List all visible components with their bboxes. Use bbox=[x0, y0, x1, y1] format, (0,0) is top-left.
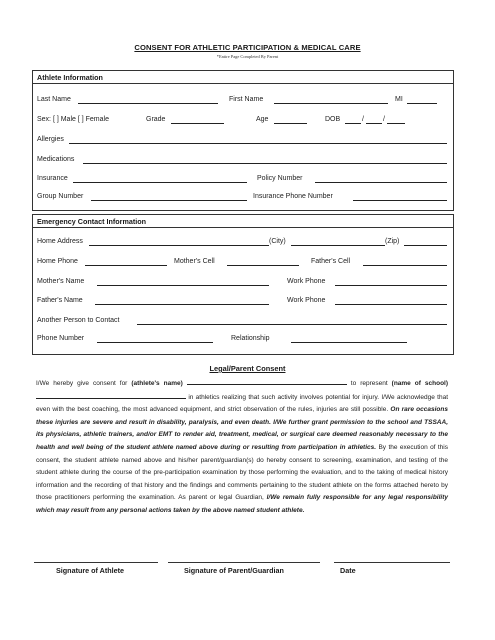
athlete-signature-label: Signature of Athlete bbox=[56, 566, 125, 575]
contact-phone-field[interactable] bbox=[97, 342, 213, 343]
dob-label: DOB bbox=[325, 116, 341, 123]
form-subtitle: *Entire Page Completed By Parent bbox=[216, 54, 279, 59]
home-address-label: Home Address bbox=[37, 238, 83, 245]
mothers-work-phone-label: Work Phone bbox=[287, 278, 326, 285]
sex-checkboxes[interactable]: Sex: [ ] Male [ ] Female bbox=[37, 116, 109, 123]
consent-paragraph-risk: in athletics realizing that such activity involves potential for injury. I/We acknowledge that even with the best coaching, the most advanced equipment, and strict observation of the rules, injuries are still possible. bbox=[36, 393, 449, 414]
consent-athlete-name-field[interactable] bbox=[187, 377, 347, 385]
grade-label: Grade bbox=[146, 116, 166, 123]
relationship-field[interactable] bbox=[291, 342, 407, 343]
age-label: Age bbox=[256, 116, 269, 123]
city-label: (City) bbox=[269, 238, 286, 245]
mi-field[interactable] bbox=[407, 103, 437, 104]
dob-year-field[interactable] bbox=[387, 123, 405, 124]
emergency-contact-section bbox=[32, 214, 454, 355]
insurance-phone-field[interactable] bbox=[353, 200, 447, 201]
policy-number-field[interactable] bbox=[315, 182, 447, 183]
zip-field[interactable] bbox=[404, 245, 447, 246]
fathers-work-phone-field[interactable] bbox=[335, 304, 447, 305]
relationship-label: Relationship bbox=[231, 335, 270, 342]
first-name-field[interactable] bbox=[274, 103, 388, 104]
consent-text bbox=[36, 377, 448, 518]
medications-label: Medications bbox=[37, 156, 75, 163]
athlete-signature-line[interactable] bbox=[34, 562, 158, 563]
policy-number-label: Policy Number bbox=[257, 175, 303, 182]
medications-field[interactable] bbox=[83, 163, 447, 164]
dob-month-field[interactable] bbox=[345, 123, 361, 124]
consent-paragraph-permission: On rare occasions these injuries are severe and result in disability, paralysis, and even death. I/We further grant permission to the school and TSSAA, its physicians, athletic trainers, and/or EMT to render aid, treatment, medical, or surgical care deemed reasonably necessary to the health and well being of the student athlete named above during or resulting from participation in athletics. bbox=[36, 406, 448, 451]
consent-paragraph-screening: By the execution of this consent, the student athlete named above and his/her parent/guardian(s) do hereby consent to screening, examination, and testing of the student athlete during the course of the pre-participation examination by those performing the evaluation, and to the taking of medical history information and the recording of that history and the findings and comments pertaining to the student athlete on the forms attached hereto by those practitioners performing the examination. As parent or legal Guardian, bbox=[36, 443, 448, 502]
last-name-label: Last Name bbox=[37, 96, 71, 103]
consent-paragraph-responsibility: I/We remain fully responsible for any legal responsibility which may result from any personal actions taken by the above named student athlete. bbox=[36, 494, 449, 514]
athlete-information-section bbox=[32, 70, 454, 211]
date-label: Date bbox=[340, 566, 356, 575]
last-name-field[interactable] bbox=[78, 103, 218, 104]
first-name-label: First Name bbox=[229, 96, 264, 103]
consent-represent: to represent bbox=[350, 380, 388, 387]
fathers-work-phone-label: Work Phone bbox=[287, 297, 326, 304]
athlete-information-header: Athlete Information bbox=[33, 71, 453, 84]
age-field[interactable] bbox=[274, 123, 307, 124]
mothers-name-field[interactable] bbox=[97, 285, 269, 286]
home-phone-label: Home Phone bbox=[37, 258, 78, 265]
mi-label: MI bbox=[395, 96, 403, 103]
contact-phone-label: Phone Number bbox=[37, 335, 85, 342]
home-phone-field[interactable] bbox=[85, 265, 167, 266]
insurance-label: Insurance bbox=[37, 175, 68, 182]
parent-signature-label: Signature of Parent/Guardian bbox=[184, 566, 284, 575]
consent-school-name-field[interactable] bbox=[36, 391, 186, 399]
mothers-name-label: Mother's Name bbox=[37, 278, 85, 285]
dob-separator: / bbox=[383, 116, 385, 123]
fathers-cell-field[interactable] bbox=[363, 265, 447, 266]
fathers-cell-label: Father's Cell bbox=[311, 258, 351, 265]
school-name-label: (name of school) bbox=[391, 380, 449, 387]
another-contact-label: Another Person to Contact bbox=[37, 317, 120, 324]
another-contact-field[interactable] bbox=[137, 324, 447, 325]
dob-separator: / bbox=[362, 116, 364, 123]
grade-field[interactable] bbox=[171, 123, 224, 124]
zip-label: (Zip) bbox=[385, 238, 400, 245]
mothers-work-phone-field[interactable] bbox=[335, 285, 447, 286]
parent-signature-line[interactable] bbox=[168, 562, 320, 563]
insurance-field[interactable] bbox=[73, 182, 247, 183]
group-number-field[interactable] bbox=[91, 200, 247, 201]
date-line[interactable] bbox=[334, 562, 450, 563]
mothers-cell-label: Mother's Cell bbox=[174, 258, 215, 265]
fathers-name-field[interactable] bbox=[95, 304, 269, 305]
insurance-phone-label: Insurance Phone Number bbox=[253, 193, 333, 200]
mothers-cell-field[interactable] bbox=[227, 265, 299, 266]
allergies-label: Allergies bbox=[37, 136, 64, 143]
home-address-field[interactable] bbox=[89, 245, 269, 246]
consent-intro: I/We hereby give consent for bbox=[36, 380, 128, 387]
city-field[interactable] bbox=[291, 245, 385, 246]
group-number-label: Group Number bbox=[37, 193, 84, 200]
consent-header: Legal/Parent Consent bbox=[209, 364, 286, 373]
dob-day-field[interactable] bbox=[366, 123, 382, 124]
fathers-name-label: Father's Name bbox=[37, 297, 83, 304]
allergies-field[interactable] bbox=[69, 143, 447, 144]
athlete-name-label: (athlete's name) bbox=[131, 380, 183, 387]
emergency-contact-header: Emergency Contact Information bbox=[33, 215, 453, 228]
form-title: CONSENT FOR ATHLETIC PARTICIPATION & MEDICAL CARE bbox=[134, 43, 361, 52]
